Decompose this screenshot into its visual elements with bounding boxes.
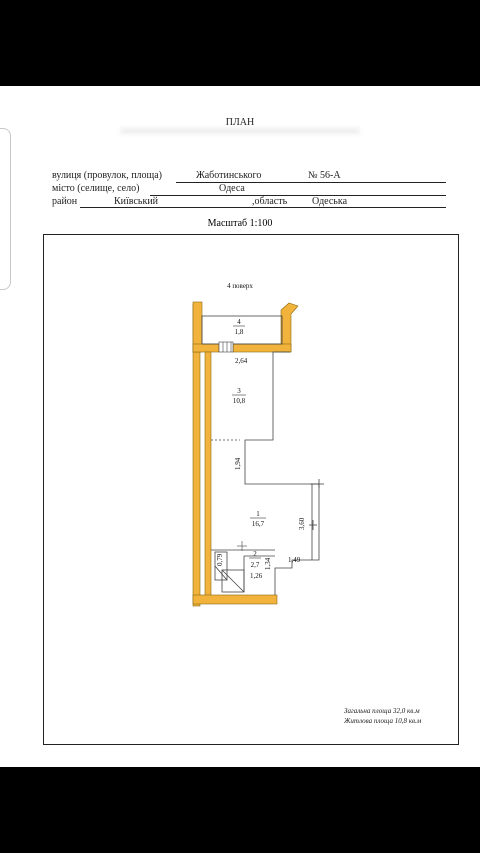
room-2-area: 2,7	[250, 561, 260, 569]
wall-balcony-bottom-left	[193, 344, 219, 352]
oblast-label: ,область	[252, 196, 288, 207]
room-4-number: 4	[237, 318, 241, 326]
city-label: місто (селище, село)	[52, 183, 140, 194]
district-value: Київський	[114, 196, 159, 207]
room-3-area: 10,8	[232, 397, 246, 405]
room-2-number: 2	[253, 550, 257, 558]
dimension-2-64: 2,64	[235, 357, 248, 365]
room-1-number: 1	[256, 510, 260, 518]
dimension-1-34: 1,34	[264, 557, 272, 570]
total-area-note: Загальна площа 32,0 кв.м	[344, 707, 420, 715]
room-3-number: 3	[237, 387, 241, 395]
living-area-note: Житлова площа 10,8 кв.м	[344, 717, 422, 725]
wall-bottom	[193, 595, 277, 604]
building-number: № 56-А	[308, 170, 341, 181]
oblast-value: Одеська	[312, 196, 348, 207]
district-label: район	[52, 196, 78, 207]
floor-label: 4 поверх	[227, 282, 253, 290]
dimension-0-79: 0,79	[216, 553, 224, 566]
wall-balcony-bottom-right	[233, 344, 291, 352]
dimension-3-60: 3,60	[298, 517, 306, 530]
room-1-area: 16,7	[251, 520, 265, 528]
city-value: Одеса	[219, 183, 245, 194]
street-label: вулиця (провулок, площа)	[52, 170, 163, 181]
dimension-1-94: 1,94	[234, 457, 242, 470]
street-value: Жаботинського	[196, 170, 262, 181]
scale-label: Масштаб 1:100	[207, 218, 273, 229]
dimension-1-26: 1,26	[250, 572, 263, 580]
room-4-area: 1,8	[234, 328, 244, 336]
dimension-1-49: 1,49	[288, 556, 301, 564]
wall-inner-left	[205, 352, 211, 600]
page-title: ПЛАН	[225, 117, 255, 128]
